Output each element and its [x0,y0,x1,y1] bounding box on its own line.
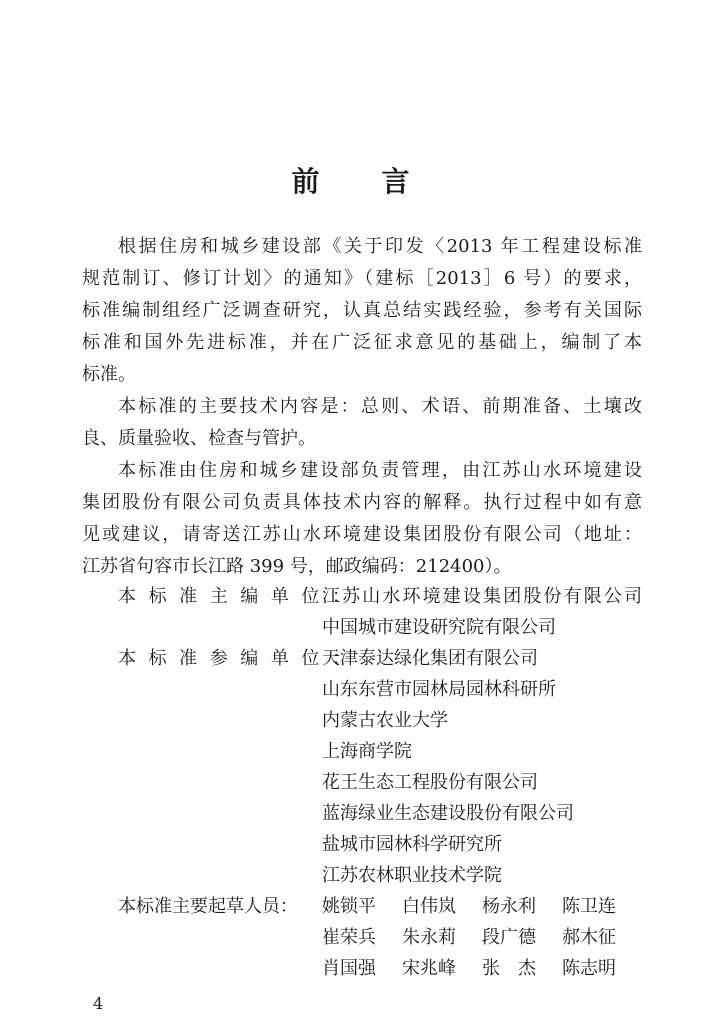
text-line: 江苏省句容市长江路 399 号，邮政编码：212400）。 [82,556,512,577]
text-line: 良、质量验收、检查与管护。 [82,428,316,449]
co-editor-unit: 天津泰达绿化集团有限公司 [322,648,538,669]
co-editor-label: 本标准参编单位： [118,648,350,669]
chief-editor-unit: 江苏山水环境建设集团股份有限公司 [322,586,642,607]
drafter-name: 朱永莉 [402,927,456,948]
drafter-name: 陈志明 [562,958,616,979]
drafter-name: 崔荣兵 [322,927,376,948]
drafters-list [322,891,616,984]
drafter-name: 陈卫连 [562,896,616,917]
paragraph-management [82,455,642,583]
co-editor-unit: 上海商学院 [322,741,412,762]
co-editor-unit: 内蒙古农业大学 [322,710,448,731]
title-char-1: 前 [291,165,320,198]
chief-editor-unit: 中国城市建设研究院有限公司 [322,617,556,638]
drafter-name: 肖国强 [322,958,376,979]
text-line: 集团股份有限公司负责具体技术内容的解释。执行过程中如有意 [82,492,642,513]
text-line: 根据住房和城乡建设部《关于印发〈2013 年工程建设标准 [118,236,642,257]
drafter-name: 张 杰 [482,958,536,979]
co-editor-unit: 花王生态工程股份有限公司 [322,772,538,793]
drafter-name: 杨永利 [482,896,536,917]
drafter-name: 姚锁平 [322,896,376,917]
chief-editor-label: 本标准主编单位： [118,586,350,607]
drafter-name: 段广德 [482,927,536,948]
paragraph-background [82,231,642,391]
drafters-label: 本标准主要起草人员： [118,896,298,917]
text-line: 标准和国外先进标准，并在广泛征求意见的基础上，编制了本 [82,332,642,353]
text-line: 见或建议，请寄送江苏山水环境建设集团股份有限公司（地址： [82,524,642,545]
drafters-row [322,922,616,953]
title-char-2: 言 [381,165,410,198]
co-editor-unit: 江苏农林职业技术学院 [322,865,502,886]
drafters-row [322,891,616,922]
drafter-name: 宋兆峰 [402,958,456,979]
page-number: 4 [93,994,104,1013]
text-line: 本标准由住房和城乡建设部负责管理，由江苏山水环境建设 [118,460,642,481]
chief-editor-section [82,581,642,643]
co-editor-unit: 蓝海绿业生态建设股份有限公司 [322,803,574,824]
co-editor-unit: 山东东营市园林局园林科研所 [322,679,556,700]
drafters-row [322,953,616,984]
co-editor-section [82,643,642,891]
page-title [0,160,701,200]
drafter-name: 郝木征 [562,927,616,948]
text-line: 本标准的主要技术内容是：总则、术语、前期准备、土壤改 [118,396,642,417]
text-line: 规范制订、修订计划〉的通知》（建标［2013］6 号）的要求， [82,268,642,289]
co-editor-unit: 盐城市园林科学研究所 [322,834,502,855]
text-line: 标准。 [82,364,136,385]
drafter-name: 白伟岚 [402,896,456,917]
text-line: 标准编制组经广泛调查研究，认真总结实践经验，参考有关国际 [82,300,642,321]
paragraph-content [82,391,642,455]
